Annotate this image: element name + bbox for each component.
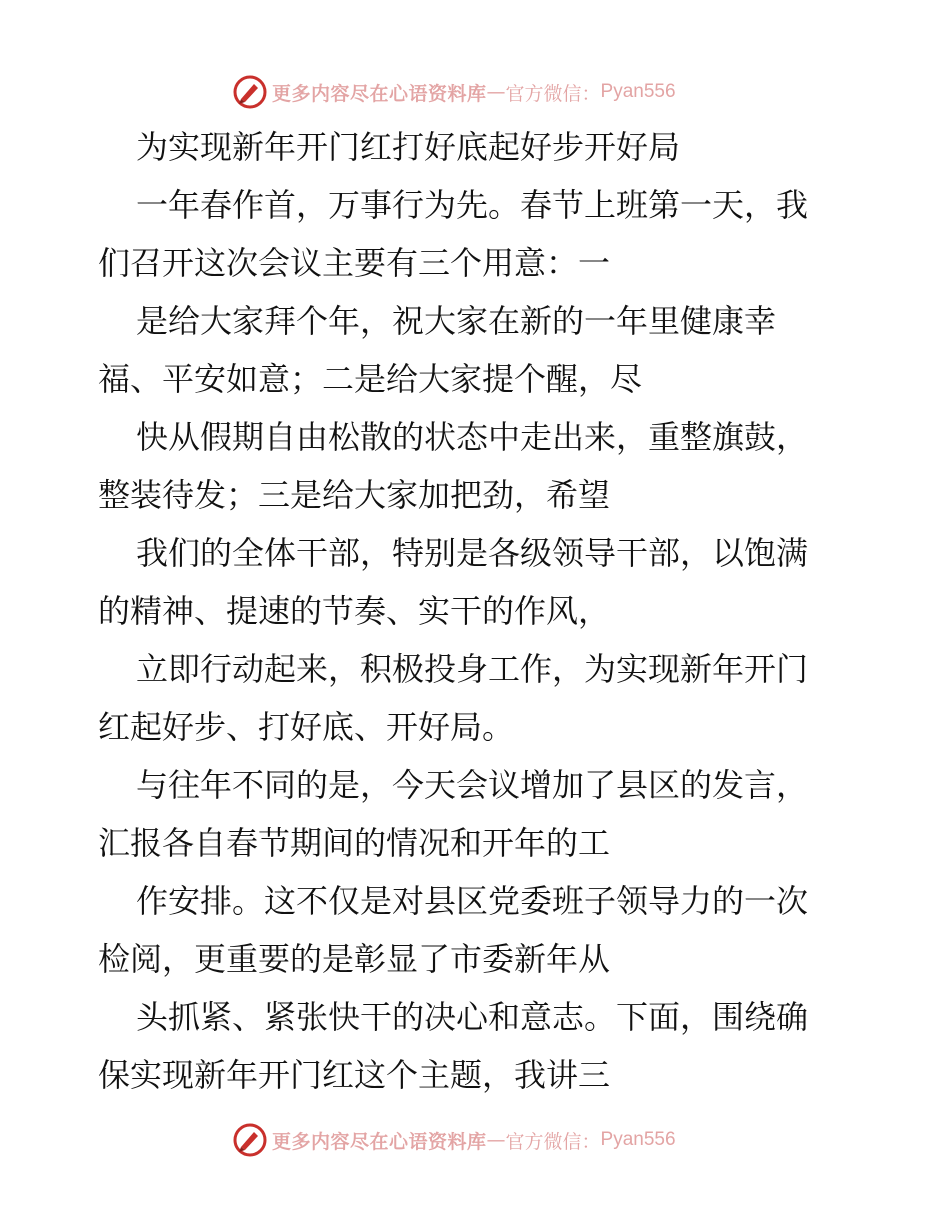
document-line: 作安排。这不仅是对县区党委班子领导力的一次: [136, 882, 809, 920]
document-line: 一年春作首，万事行为先。春节上班第一天，我: [136, 186, 809, 224]
watermark-label: 官方微信：: [505, 1130, 601, 1153]
document-line: 是给大家拜个年，祝大家在新的一年里健康幸: [136, 302, 777, 340]
document-line: 快从假期自由松散的状态中走出来，重整旗鼓，: [136, 418, 809, 456]
document-line: 检阅，更重要的是彰显了市委新年从: [98, 940, 611, 978]
document-line: 立即行动起来，积极投身工作，为实现新年开门: [136, 650, 809, 688]
document-line: 们召开这次会议主要有三个用意：一: [98, 244, 611, 282]
watermark-dash: —: [486, 1129, 506, 1151]
watermark-text: 更多内容尽在心语资料库: [272, 1130, 487, 1153]
document-line: 头抓紧、紧张快干的决心和意志。下面，围绕确: [136, 998, 809, 1036]
watermark-id: Pyan556: [600, 1129, 676, 1150]
document-line: 我们的全体干部，特别是各级领导干部，以饱满: [136, 534, 809, 572]
document-line: 的精神、提速的节奏、实干的作风，: [98, 592, 611, 630]
watermark-text: 更多内容尽在心语资料库: [272, 82, 487, 105]
document-line: 保实现新年开门红这个主题，我讲三: [98, 1056, 611, 1094]
watermark-id: Pyan556: [600, 81, 676, 102]
document-line: 为实现新年开门红打好底起好步开好局: [136, 128, 681, 166]
header-watermark: [232, 72, 752, 112]
document-line: 红起好步、打好底、开好局。: [98, 708, 515, 746]
watermark-dash: —: [486, 81, 506, 103]
pen-logo-icon: [232, 1122, 268, 1158]
document-line: 汇报各自春节期间的情况和开年的工: [98, 824, 611, 862]
pen-logo-icon: [232, 74, 268, 110]
document-line: 福、平安如意；二是给大家提个醒，尽: [98, 360, 643, 398]
document-body: [98, 118, 858, 1104]
watermark-label: 官方微信：: [505, 82, 601, 105]
document-line: 与往年不同的是，今天会议增加了县区的发言，: [136, 766, 809, 804]
footer-watermark: [232, 1120, 752, 1160]
document-line: 整装待发；三是给大家加把劲，希望: [98, 476, 611, 514]
